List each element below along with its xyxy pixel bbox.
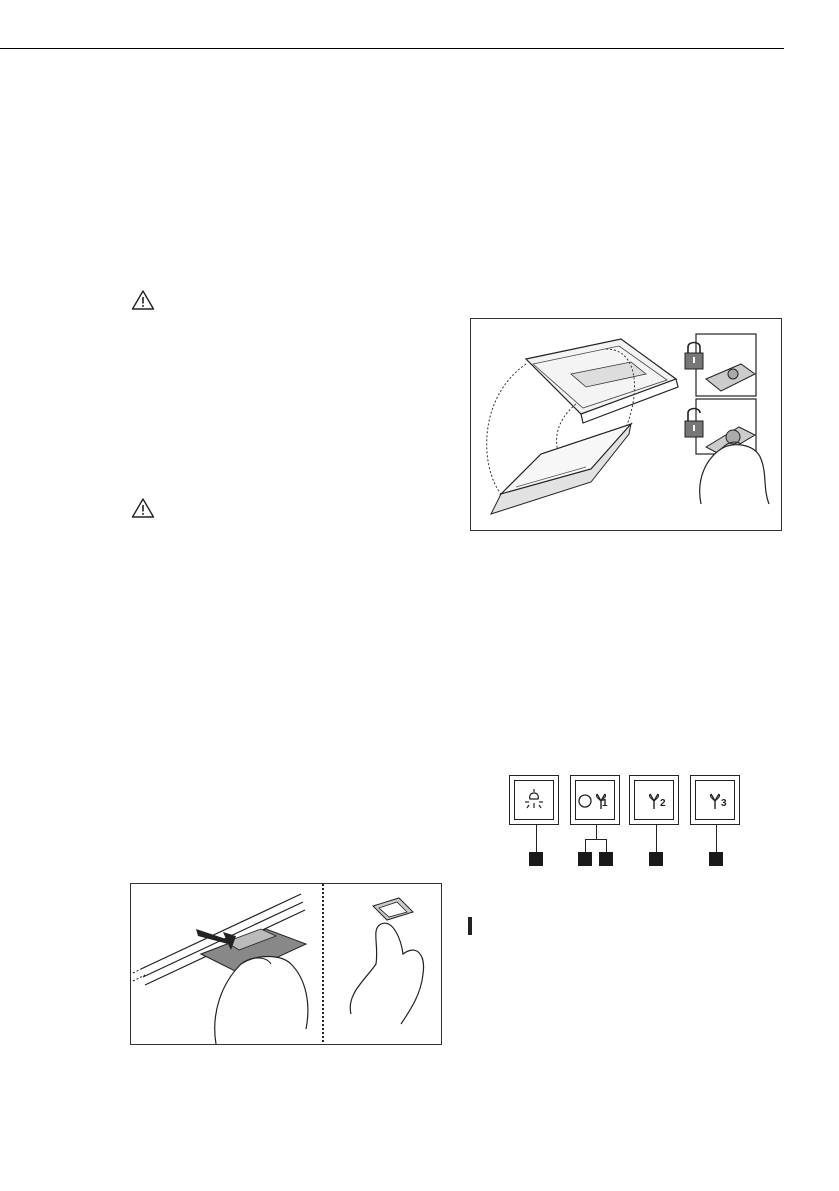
fan-speed-2-key[interactable] (629, 775, 679, 825)
fan-speed-3-key[interactable] (690, 775, 740, 825)
top-rule (0, 48, 784, 49)
off-fan-speed-1-icon (576, 789, 616, 813)
leader-line (716, 825, 717, 852)
light-key[interactable] (509, 775, 559, 825)
light-icon (523, 789, 545, 811)
padlock-locked-icon (685, 343, 703, 370)
leader-line (585, 839, 607, 840)
callout-marker (578, 852, 592, 866)
callout-marker (599, 852, 613, 866)
callout-marker (529, 852, 543, 866)
leader-line (585, 839, 586, 852)
fan-speed-label: 3 (721, 798, 727, 809)
hand-icon (215, 957, 308, 1045)
padlock-unlocked-icon (685, 409, 703, 438)
warning-triangle-icon (131, 289, 155, 311)
leader-line (656, 825, 657, 852)
leader-line (606, 839, 607, 852)
filter-removal-figure (130, 883, 442, 1045)
fan-speed-label: 1 (602, 798, 608, 809)
callout-marker (709, 852, 723, 866)
fan-speed-label: 2 (660, 798, 666, 809)
hand-icon (350, 923, 423, 1024)
grease-filter-figure (470, 318, 782, 531)
leader-line (596, 825, 597, 839)
section-heading-bar (468, 917, 472, 935)
warning-triangle-icon (131, 497, 155, 519)
arrow-icon (196, 929, 236, 950)
off-fan-speed-1-key[interactable] (570, 775, 620, 825)
filter-frame-icon (471, 319, 781, 530)
leader-line (536, 825, 537, 852)
callout-marker (649, 852, 663, 866)
